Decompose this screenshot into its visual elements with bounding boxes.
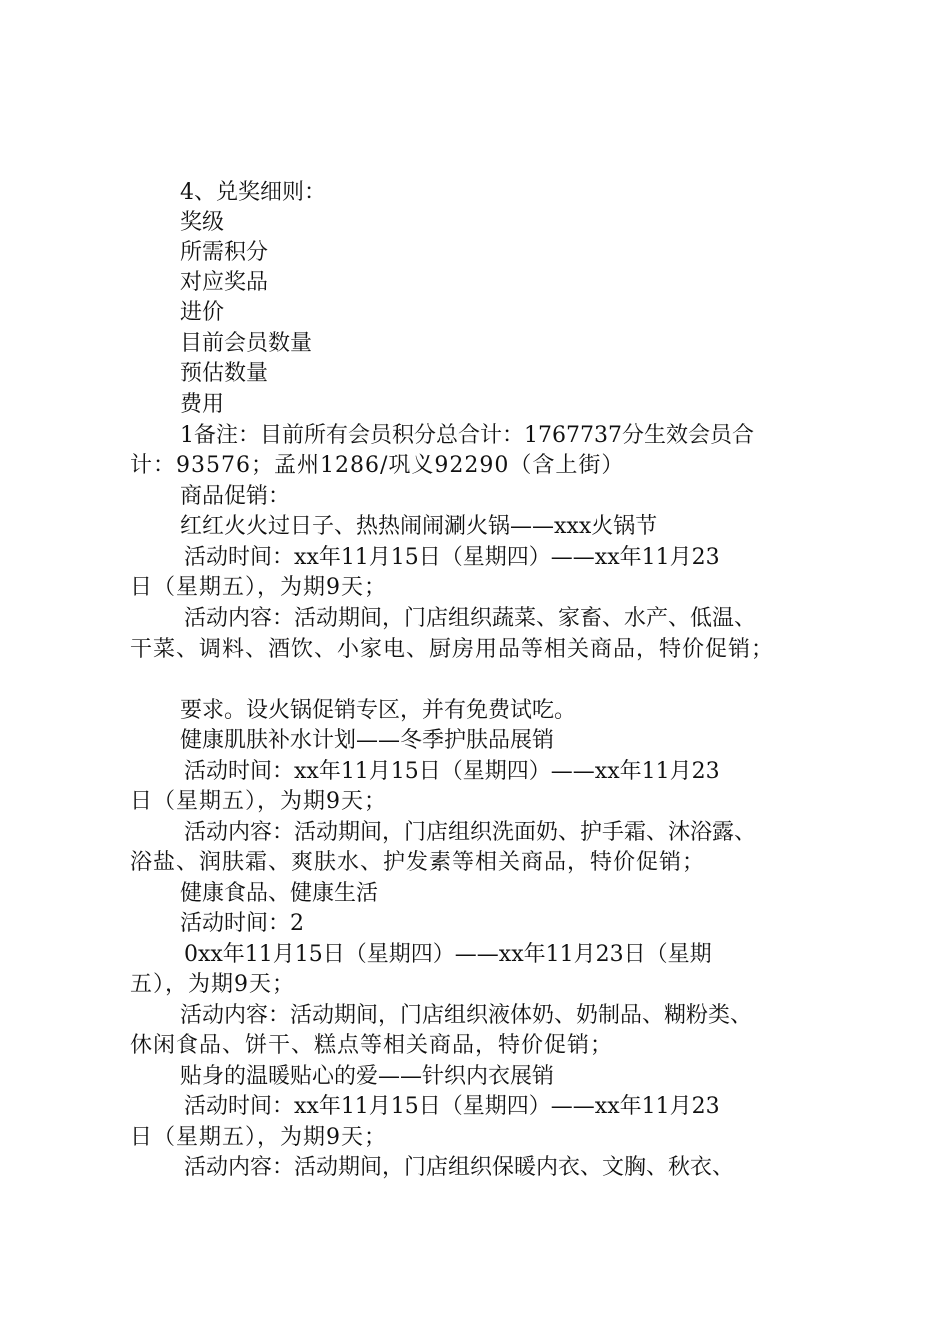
section-heading: 商品促销： — [180, 484, 291, 509]
promotion-title: 健康肌肤补水计划——冬季护肤品展销 — [180, 728, 555, 753]
activity-time-line: 日（星期五），为期9天； — [130, 789, 387, 814]
table-column-label: 进价 — [180, 300, 225, 325]
activity-time-line: 活动时间：xx年11月15日（星期四）——xx年11月23 — [184, 1094, 720, 1119]
activity-time-line: 五），为期9天； — [130, 972, 295, 997]
section-heading: 4、兑奖细则： — [180, 180, 326, 205]
activity-content-line: 浴盐、润肤霜、爽肤水、护发素等相关商品，特价促销； — [130, 850, 706, 875]
activity-content-line: 干菜、调料、酒饮、小家电、厨房用品等相关商品，特价促销； — [130, 637, 775, 662]
table-column-label: 所需积分 — [180, 240, 269, 265]
activity-content-line: 活动内容：活动期间，门店组织保暖内衣、文胸、秋衣、 — [184, 1155, 735, 1180]
activity-time-line: 活动时间：xx年11月15日（星期四）——xx年11月23 — [184, 545, 720, 570]
promotion-title: 红红火火过日子、热热闹闹涮火锅——xxx火锅节 — [180, 514, 658, 539]
activity-content-line: 活动内容：活动期间，门店组织蔬菜、家畜、水产、低温、 — [184, 606, 757, 631]
promotion-title: 健康食品、健康生活 — [180, 881, 379, 906]
table-column-label: 对应奖品 — [180, 270, 269, 295]
activity-time-line: 0xx年11月15日（星期四）——xx年11月23日（星期 — [184, 942, 712, 967]
table-column-label: 费用 — [180, 392, 225, 417]
note-paragraph-line: 计：93576；孟州1286/巩义92290（含上街） — [130, 453, 625, 478]
activity-content-line: 活动内容：活动期间，门店组织洗面奶、护手霜、沐浴露、 — [184, 820, 757, 845]
table-column-label: 预估数量 — [180, 361, 269, 386]
promotion-title: 贴身的温暖贴心的爱——针织内衣展销 — [180, 1064, 555, 1089]
activity-time-line: 日（星期五），为期9天； — [130, 575, 387, 600]
activity-content-line: 休闲食品、饼干、糕点等相关商品，特价促销； — [130, 1033, 614, 1058]
table-column-label: 目前会员数量 — [180, 331, 313, 356]
table-column-label: 奖级 — [180, 210, 225, 235]
activity-time-line: 活动时间：2 — [180, 911, 304, 936]
activity-time-line: 活动时间：xx年11月15日（星期四）——xx年11月23 — [184, 759, 720, 784]
note-paragraph-line: 1备注：目前所有会员积分总合计：1767737分生效会员合 — [180, 423, 754, 448]
activity-content-line: 活动内容：活动期间，门店组织液体奶、奶制品、糊粉类、 — [180, 1003, 753, 1028]
activity-time-line: 日（星期五），为期9天； — [130, 1125, 387, 1150]
requirement-line: 要求。设火锅促销专区，并有免费试吃。 — [180, 698, 577, 723]
